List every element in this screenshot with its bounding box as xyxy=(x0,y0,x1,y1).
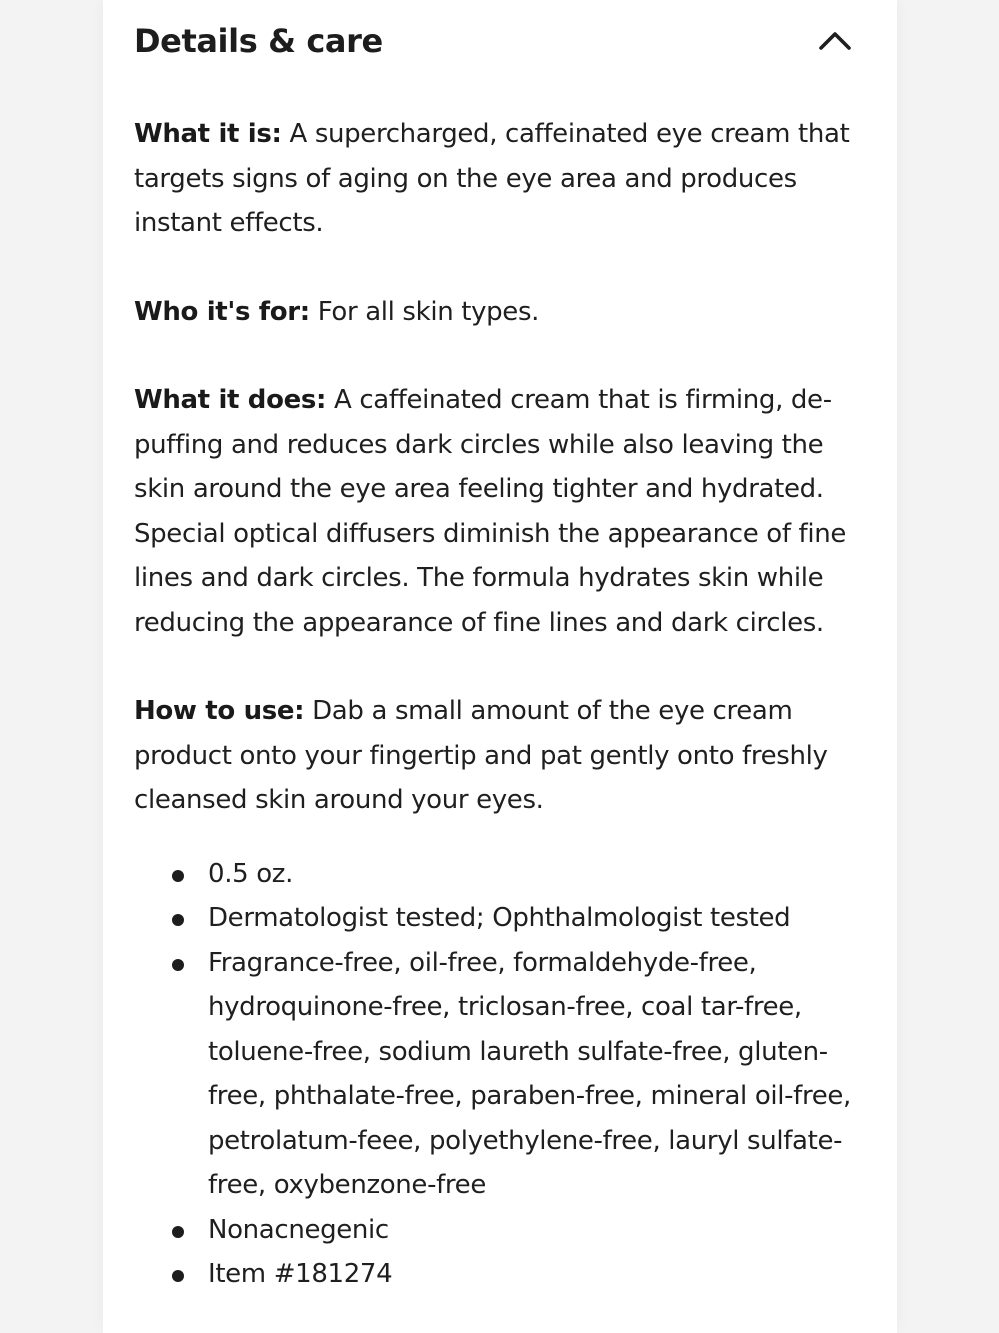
list-item-text: Nonacnegenic xyxy=(208,1214,389,1245)
bullet-dot-icon xyxy=(172,914,184,926)
list-item xyxy=(208,896,854,941)
what-it-does-label: What it does: xyxy=(134,385,327,415)
who-its-for-paragraph xyxy=(134,290,854,335)
list-item-text: Item #181274 xyxy=(208,1259,393,1289)
what-it-is-text: A supercharged, caffeinated eye cream that targets signs of aging on the eye area and produces instant effects. xyxy=(134,119,850,238)
details-care-panel xyxy=(103,0,897,1333)
bullet-dot-icon xyxy=(172,1270,184,1282)
what-it-is-paragraph xyxy=(134,112,854,246)
list-item-text: Dermatologist tested; Ophthalmologist tested xyxy=(208,903,791,933)
who-its-for-text: For all skin types. xyxy=(317,296,540,327)
details-care-content xyxy=(134,112,854,1297)
how-to-use-paragraph xyxy=(134,689,854,823)
collapse-button[interactable] xyxy=(816,24,854,58)
what-it-is-label: What it is: xyxy=(134,119,282,149)
what-it-does-paragraph xyxy=(134,378,854,645)
product-features-list xyxy=(134,852,854,1297)
list-item-text: Fragrance-free, oil-free, formaldehyde-free, hydroquinone-free, triclosan-free, coal tar-free, toluene-free, sodium laureth sulfate-free, gluten-free, phthalate-free, paraben-free, mineral oil-free, petrolatum-feee, polyethylene-free, lauryl sulfate-free, oxybenzone-free xyxy=(208,947,851,1200)
details-care-header[interactable] xyxy=(134,20,854,64)
list-item-text: 0.5 oz. xyxy=(208,858,293,889)
list-item xyxy=(208,1252,854,1297)
chevron-up-icon xyxy=(816,24,854,58)
list-item xyxy=(208,1208,854,1253)
bullet-dot-icon xyxy=(172,959,184,971)
list-item xyxy=(208,941,854,1208)
how-to-use-text: Dab a small amount of the eye cream product onto your fingertip and pat gently onto freshly cleansed skin around your eyes. xyxy=(134,696,828,815)
list-item xyxy=(208,852,854,897)
who-its-for-label: Who it's for: xyxy=(134,296,310,327)
how-to-use-label: How to use: xyxy=(134,696,305,726)
details-care-title: Details & care xyxy=(134,22,383,60)
bullet-dot-icon xyxy=(172,1226,184,1238)
bullet-dot-icon xyxy=(172,870,184,882)
what-it-does-text: A caffeinated cream that is firming, de-puffing and reduces dark circles while also leaving the skin around the eye area feeling tighter and hydrated. Special optical diffusers diminish the appearance of fine lines and dark circles. The formula hydrates skin while reducing the appearance of fine lines and dark circles. xyxy=(134,385,846,638)
